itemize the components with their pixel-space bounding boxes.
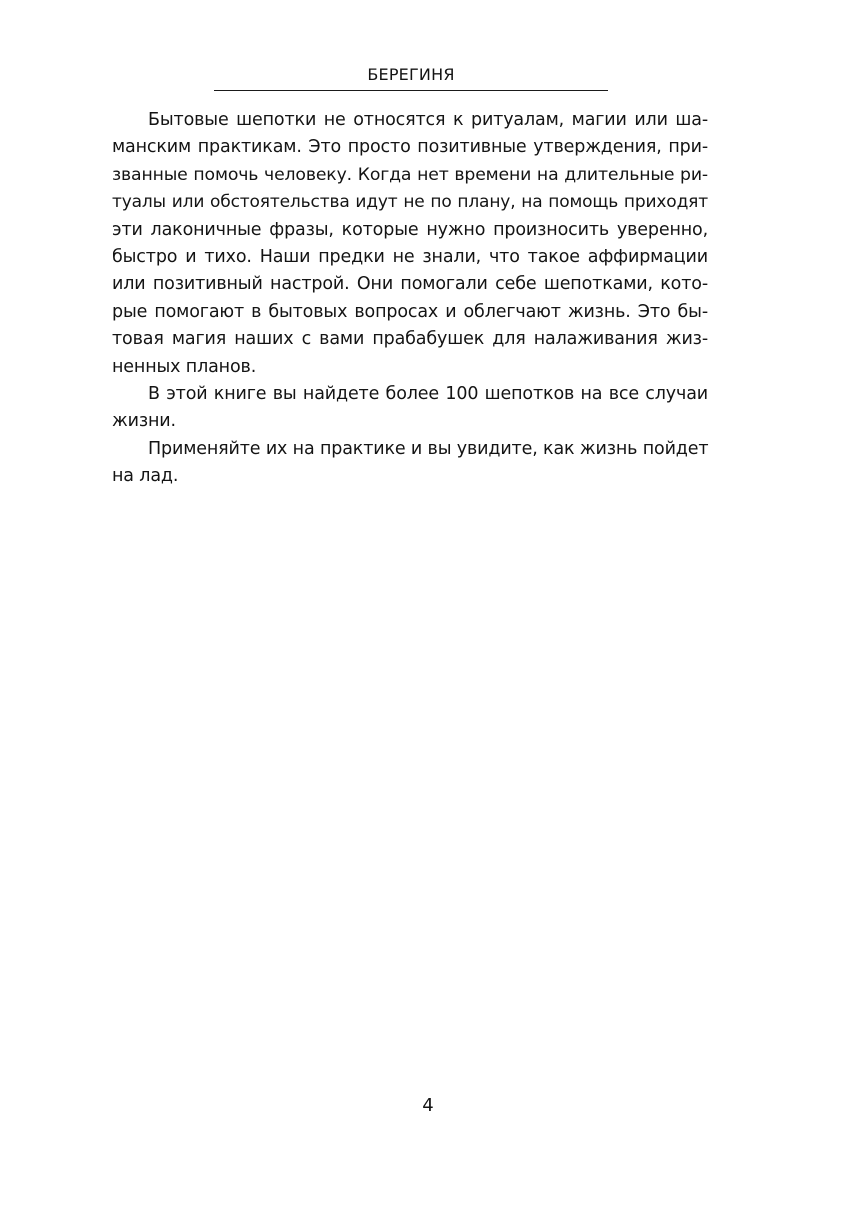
paragraph-1-line-6: быстро и тихо. Наши предки не знали, что такое аффирмации	[112, 246, 708, 267]
page-number: 4	[422, 1095, 434, 1116]
paragraph-1-line-8: рые помогают в бытовых вопросах и облегчают жизнь. Это бы-	[112, 301, 708, 322]
paragraph-1-line-3: званные помочь человеку. Когда нет времени на длительные ри-	[112, 164, 708, 185]
paragraph-1-line-10: ненных планов.	[112, 356, 257, 377]
paragraph-1-line-9: товая магия наших с вами прабабушек для налаживания жиз-	[112, 329, 708, 350]
paragraph-1-line-1: Бытовые шепотки не относятся к ритуалам, магии или ша-	[148, 110, 708, 130]
header-divider	[214, 90, 608, 91]
body-text	[112, 107, 708, 490]
paragraph-1-line-2: манским практикам. Это просто позитивные утверждения, при-	[112, 137, 708, 158]
paragraph-2-line-2: жизни.	[112, 411, 176, 432]
paragraph-3-line-1: Применяйте их на практике и вы увидите, как жизнь пойдет	[148, 438, 709, 459]
running-head-title: БЕРЕГИНЯ	[367, 65, 455, 84]
paragraph-1-line-5: эти лаконичные фразы, которые нужно произносить уверенно,	[112, 219, 708, 240]
paragraph-1-line-4: туалы или обстоятельства идут не по плану, на помощь приходят	[112, 192, 708, 213]
paragraph-2-line-1: В этой книге вы найдете более 100 шепотков на все случаи	[148, 383, 708, 404]
paragraph-1-line-7: или позитивный настрой. Они помогали себе шепотками, кото-	[112, 274, 708, 295]
paragraph-3-line-2: на лад.	[112, 466, 179, 487]
